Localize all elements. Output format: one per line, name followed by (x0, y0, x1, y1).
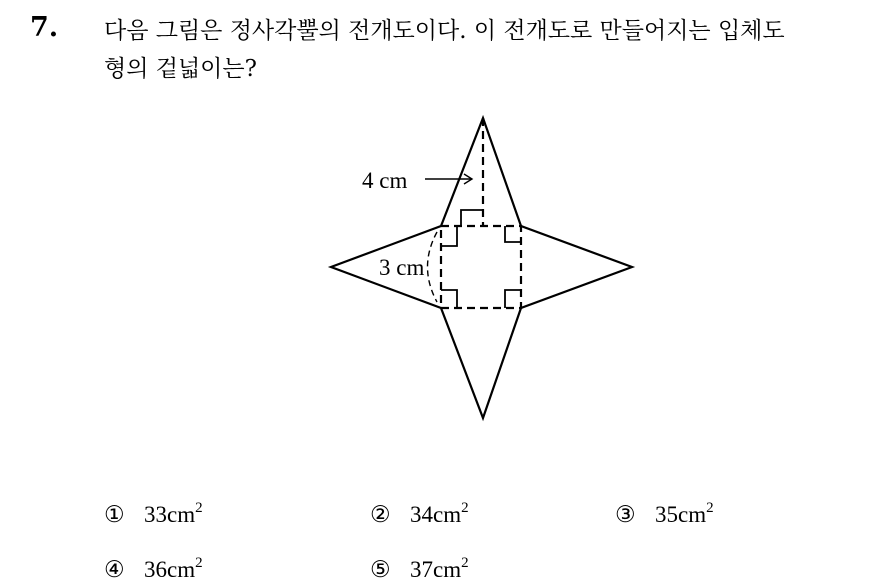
slant-height-label: 4 cm (362, 168, 408, 193)
choice-5-value: 37cm (410, 557, 462, 582)
question-text-line-2: 형의 겉넓이는? (104, 56, 257, 82)
side-length-label: 3 cm (379, 255, 425, 280)
choice-2-mark: ② (370, 502, 391, 527)
right-angle-mark-1 (441, 226, 457, 246)
right-angle-mark-3 (441, 290, 457, 308)
choice-3-value: 35cm (655, 502, 707, 527)
choice-4[interactable] (104, 557, 203, 583)
pyramid-net-outline (331, 118, 632, 418)
right-angle-mark-4 (505, 290, 521, 308)
choice-1-mark: ① (104, 502, 125, 527)
choice-1[interactable] (104, 502, 203, 528)
question-text-line-1: 다음 그림은 정사각뿔의 전개도이다. 이 전개도로 만들어지는 입체도 (104, 18, 785, 44)
square-base-dashed (441, 226, 521, 308)
choice-5[interactable] (370, 557, 469, 583)
choice-2-value: 34cm (410, 502, 462, 527)
choice-4-mark: ④ (104, 557, 125, 582)
side-length-arc (428, 232, 438, 302)
right-angle-mark-top (461, 210, 483, 226)
choice-1-exponent: 2 (195, 500, 203, 516)
choice-3[interactable] (615, 502, 714, 528)
choice-4-exponent: 2 (195, 555, 203, 571)
choice-2-exponent: 2 (461, 500, 469, 516)
choice-1-value: 33cm (144, 502, 196, 527)
choice-3-exponent: 2 (706, 500, 714, 516)
choice-5-mark: ⑤ (370, 557, 391, 582)
question-number: 7. (30, 12, 59, 43)
choice-2[interactable] (370, 502, 469, 528)
choice-3-mark: ③ (615, 502, 636, 527)
choice-4-value: 36cm (144, 557, 196, 582)
choice-5-exponent: 2 (461, 555, 469, 571)
right-angle-mark-2 (505, 226, 521, 242)
